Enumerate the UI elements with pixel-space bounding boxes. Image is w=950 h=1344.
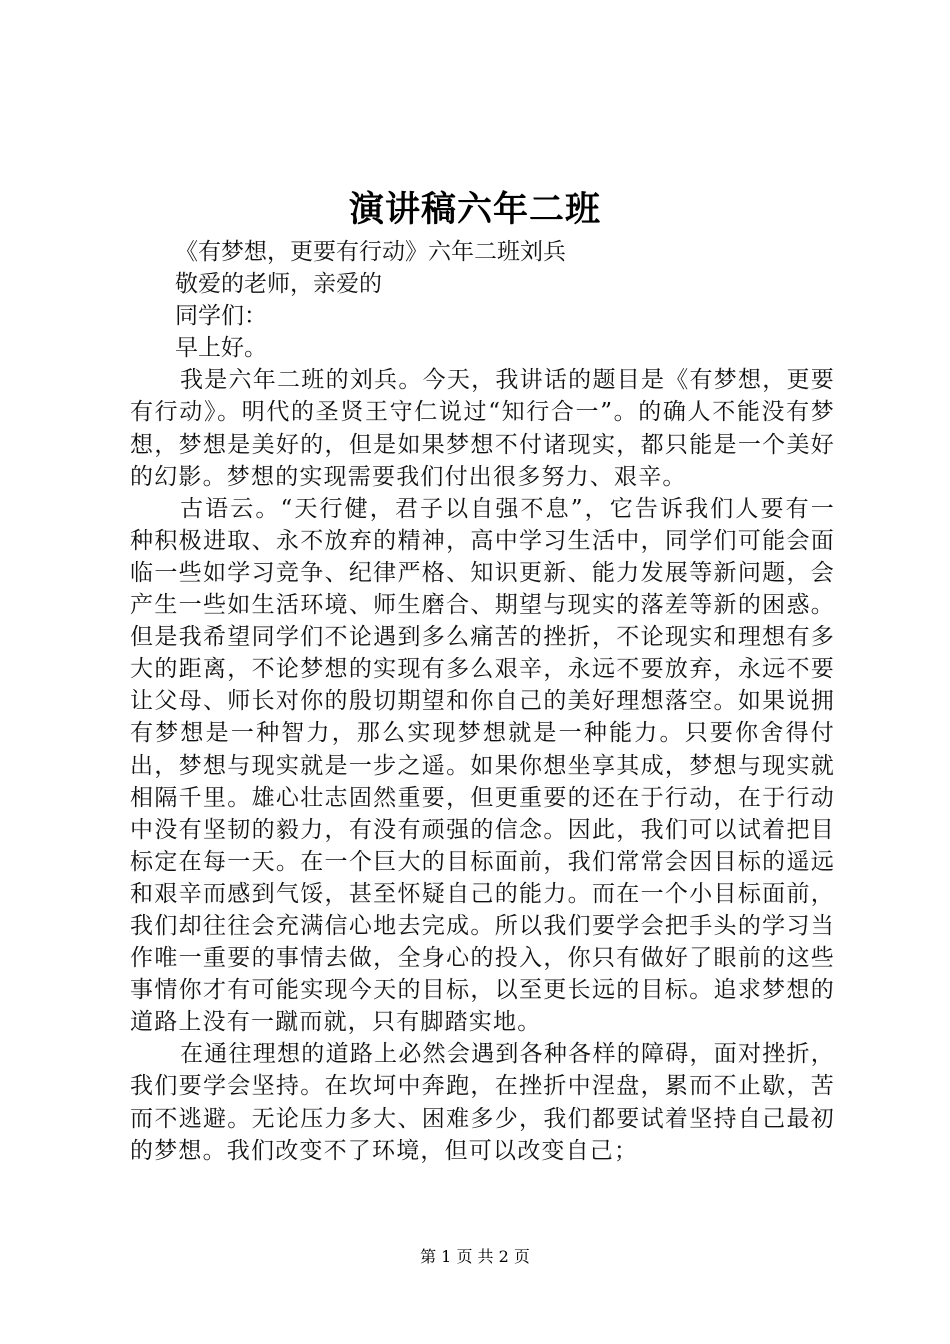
page-footer: 第 1 页 共 2 页 bbox=[420, 1247, 530, 1266]
body-paragraph: 在通往理想的道路上必然会遇到各种各样的障碍，面对挫折，我们要学会坚持。在坎坷中奔跑，在挫折中涅盘，累而不止歇，苦而不逃避。无论压力多大、困难多少，我们都要试着坚持自己最初的梦想。我们改变不了环境，但可以改变自己； bbox=[130, 1041, 835, 1164]
document-title: 演讲稿六年二班 bbox=[348, 189, 601, 230]
body-paragraph: 古语云。“天行健，君子以自强不息”，它告诉我们人要有一种积极进取、永不放弃的精神，高中学习生活中，同学们可能会面临一些如学习竞争、纪律严格、知识更新、能力发展等新问题，会产生一些如生活环境、师生磨合、期望与现实的落差等新的困惑。但是我希望同学们不论遇到多么痛苦的挫折，不论现实和理想有多大的距离，不论梦想的实现有多么艰辛，永远不要放弃，永远不要让父母、师长对你的殷切期望和你自己的美好理想落空。如果说拥有梦想是一种智力，那么实现梦想就是一种能力。只要你舍得付出，梦想与现实就是一步之遥。如果你想坐享其成，梦想与现实就相隔千里。雄心壮志固然重要，但更重要的还在于行动，在于行动中没有坚韧的毅力，有没有顽强的信念。因此，我们可以试着把目标定在每一天。在一个巨大的目标面前，我们常常会因目标的遥远和艰辛而感到气馁，甚至怀疑自己的能力。而在一个小目标面前，我们却往往会充满信心地去完成。所以我们要学会把手头的学习当作唯一重要的事情去做，全身心的投入，你只有做好了眼前的这些事情你才有可能实现今天的目标，以至更长远的目标。追求梦想的道路上没有一蹴而就，只有脚踏实地。 bbox=[130, 495, 835, 1036]
document-body bbox=[130, 236, 835, 1167]
body-paragraph: 我是六年二班的刘兵。今天，我讲话的题目是《有梦想，更要有行动》。明代的圣贤王守仁说过“知行合一”。的确人不能没有梦想，梦想是美好的，但是如果梦想不付诸现实，都只能是一个美好的幻影。梦想的实现需要我们付出很多努力、艰辛。 bbox=[130, 367, 835, 490]
greeting-line: 同学们： bbox=[175, 303, 267, 330]
speech-heading-line: 《有梦想，更要有行动》六年二班刘兵 bbox=[175, 239, 566, 265]
greeting-line: 敬爱的老师，亲爱的 bbox=[175, 271, 382, 298]
greeting-line: 早上好。 bbox=[175, 335, 267, 362]
